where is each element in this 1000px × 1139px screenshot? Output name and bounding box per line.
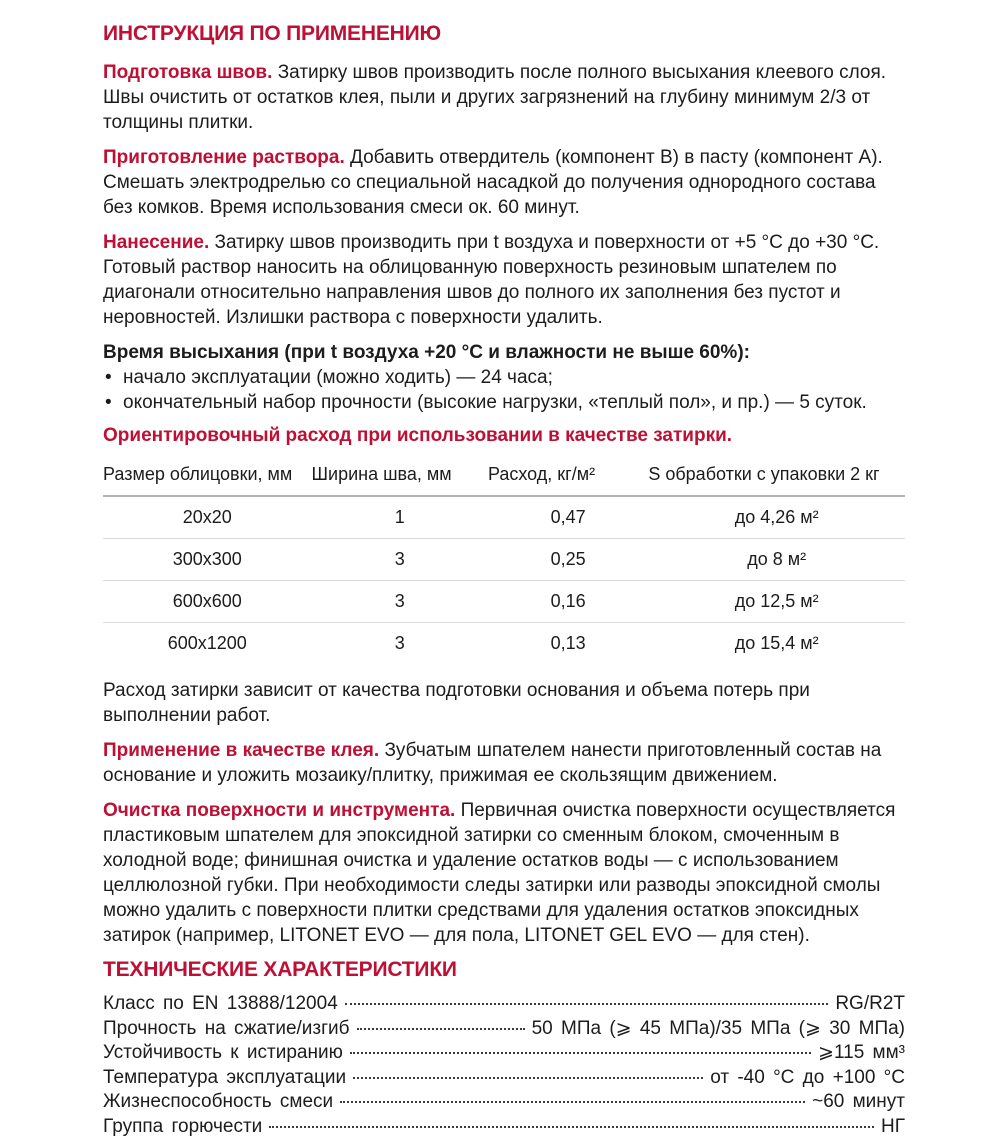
column-header-consumption: Расход, кг/м² [488,460,648,496]
table-header-row [103,460,905,496]
technical-specs-list [103,992,905,1139]
spec-label: Класс по EN 13888/12004 [103,992,338,1017]
spec-value: ~60 минут [812,1090,905,1115]
spec-row-pot-life [103,1090,905,1115]
spec-label: Группа горючести [103,1115,262,1139]
table-row [103,496,905,539]
dotted-leader [269,1126,874,1128]
spec-label: Устойчивость к истиранию [103,1041,343,1066]
spec-row-temperature [103,1066,905,1091]
column-header-coverage: S обработки с упаковки 2 кг [648,460,905,496]
cell-consumption: 0,47 [488,496,648,539]
cell-coverage: до 8 м² [648,539,905,581]
spec-row-en-class [103,992,905,1017]
dotted-leader [353,1077,703,1079]
drying-time-heading: Время высыхания (при t воздуха +20 °C и влажности не выше 60%): [103,340,905,365]
paragraph-adhesive-use [103,738,905,788]
column-header-joint-width: Ширина шва, мм [312,460,488,496]
dotted-leader [357,1028,525,1030]
table-row [103,623,905,665]
table-header [103,460,905,496]
paragraph-lead: Нанесение. [103,232,209,253]
cell-coverage: до 15,4 м² [648,623,905,665]
cell-consumption: 0,13 [488,623,648,665]
cell-coverage: до 12,5 м² [648,581,905,623]
drying-time-list [103,365,905,415]
paragraph-application [103,230,905,330]
cell-coverage: до 4,26 м² [648,496,905,539]
dotted-leader [340,1101,805,1103]
paragraph-text: Первичная очистка поверхности осуществляется пластиковым шпателем для эпоксидной затирки со сменным блоком, смоченным в холодной воде; финишная очистка и удаление остатков воды — с использованием целлюлозной губки. При необходимости следы затирки или разводы эпоксидной смолы можно удалить с поверхности плитки средствами для удаления остатков эпоксидных затирок (например, LITONET EVO — для пола, LITONET GEL EVO — для стен). [103,800,895,946]
spec-row-flammability [103,1115,905,1139]
paragraph-text: Затирку швов производить при t воздуха и поверхности от +5 °C до +30 °C. Готовый раствор наносить на облицованную поверхность резиновым шпателем по диагонали относительно направления швов до полного их заполнения без пустот и неровностей. Излишки раствора с поверхности удалить. [103,232,879,328]
dotted-leader [350,1052,811,1054]
paragraph-lead: Подготовка швов. [103,62,272,83]
cell-tile-size: 300x300 [103,539,312,581]
spec-value: RG/R2T [835,992,905,1017]
spec-value: НГ [881,1115,905,1139]
spec-value: ⩾115 мм³ [818,1041,905,1066]
page-title: ИНСТРУКЦИЯ ПО ПРИМЕНЕНИЮ [103,22,905,46]
consumption-heading: Ориентировочный расход при использовании в качестве затирки. [103,423,905,448]
spec-row-strength [103,1017,905,1042]
cell-joint-width: 3 [312,581,488,623]
cell-tile-size: 600x1200 [103,623,312,665]
consumption-note: Расход затирки зависит от качества подготовки основания и объема потерь при выполнении работ. [103,678,905,728]
paragraph-joint-preparation [103,60,905,135]
paragraph-lead: Приготовление раствора. [103,147,345,168]
table-row [103,581,905,623]
spec-label: Температура эксплуатации [103,1066,346,1091]
cell-joint-width: 1 [312,496,488,539]
paragraph-lead: Применение в качестве клея. [103,740,379,761]
dotted-leader [345,1003,829,1005]
list-item: • окончательный набор прочности (высокие нагрузки, «теплый пол», и пр.) — 5 суток. [103,390,905,415]
cell-tile-size: 600x600 [103,581,312,623]
cell-consumption: 0,16 [488,581,648,623]
list-item: • начало эксплуатации (можно ходить) — 24 часа; [103,365,905,390]
cell-consumption: 0,25 [488,539,648,581]
cell-joint-width: 3 [312,539,488,581]
technical-specs-title: ТЕХНИЧЕСКИЕ ХАРАКТЕРИСТИКИ [103,958,905,982]
spec-label: Прочность на сжатие/изгиб [103,1017,350,1042]
column-header-tile-size: Размер облицовки, мм [103,460,312,496]
spec-value: 50 МПа (⩾ 45 МПа)/35 МПа (⩾ 30 МПа) [532,1017,905,1042]
spec-value: от -40 °C до +100 °C [710,1066,905,1091]
paragraph-text: Добавить отвердитель (компонент B) в пасту (компонент A). Смешать электродрелью со специальной насадкой до получения однородного состава без комков. Время использования смеси ок. 60 минут. [103,147,883,218]
paragraph-mixing [103,145,905,220]
table-row [103,539,905,581]
paragraph-lead: Очистка поверхности и инструмента. [103,800,455,821]
cell-tile-size: 20x20 [103,496,312,539]
paragraph-text: Зубчатым шпателем нанести приготовленный состав на основание и уложить мозаику/плитку, прижимая ее скользящим движением. [103,740,881,786]
spec-label: Жизнеспособность смеси [103,1090,333,1115]
consumption-table [103,460,905,664]
cell-joint-width: 3 [312,623,488,665]
paragraph-text: Затирку швов производить после полного высыхания клеевого слоя. Швы очистить от остатков клея, пыли и других загрязнений на глубину минимум 2/3 от толщины плитки. [103,62,886,133]
paragraph-cleaning [103,798,905,948]
spec-row-abrasion [103,1041,905,1066]
